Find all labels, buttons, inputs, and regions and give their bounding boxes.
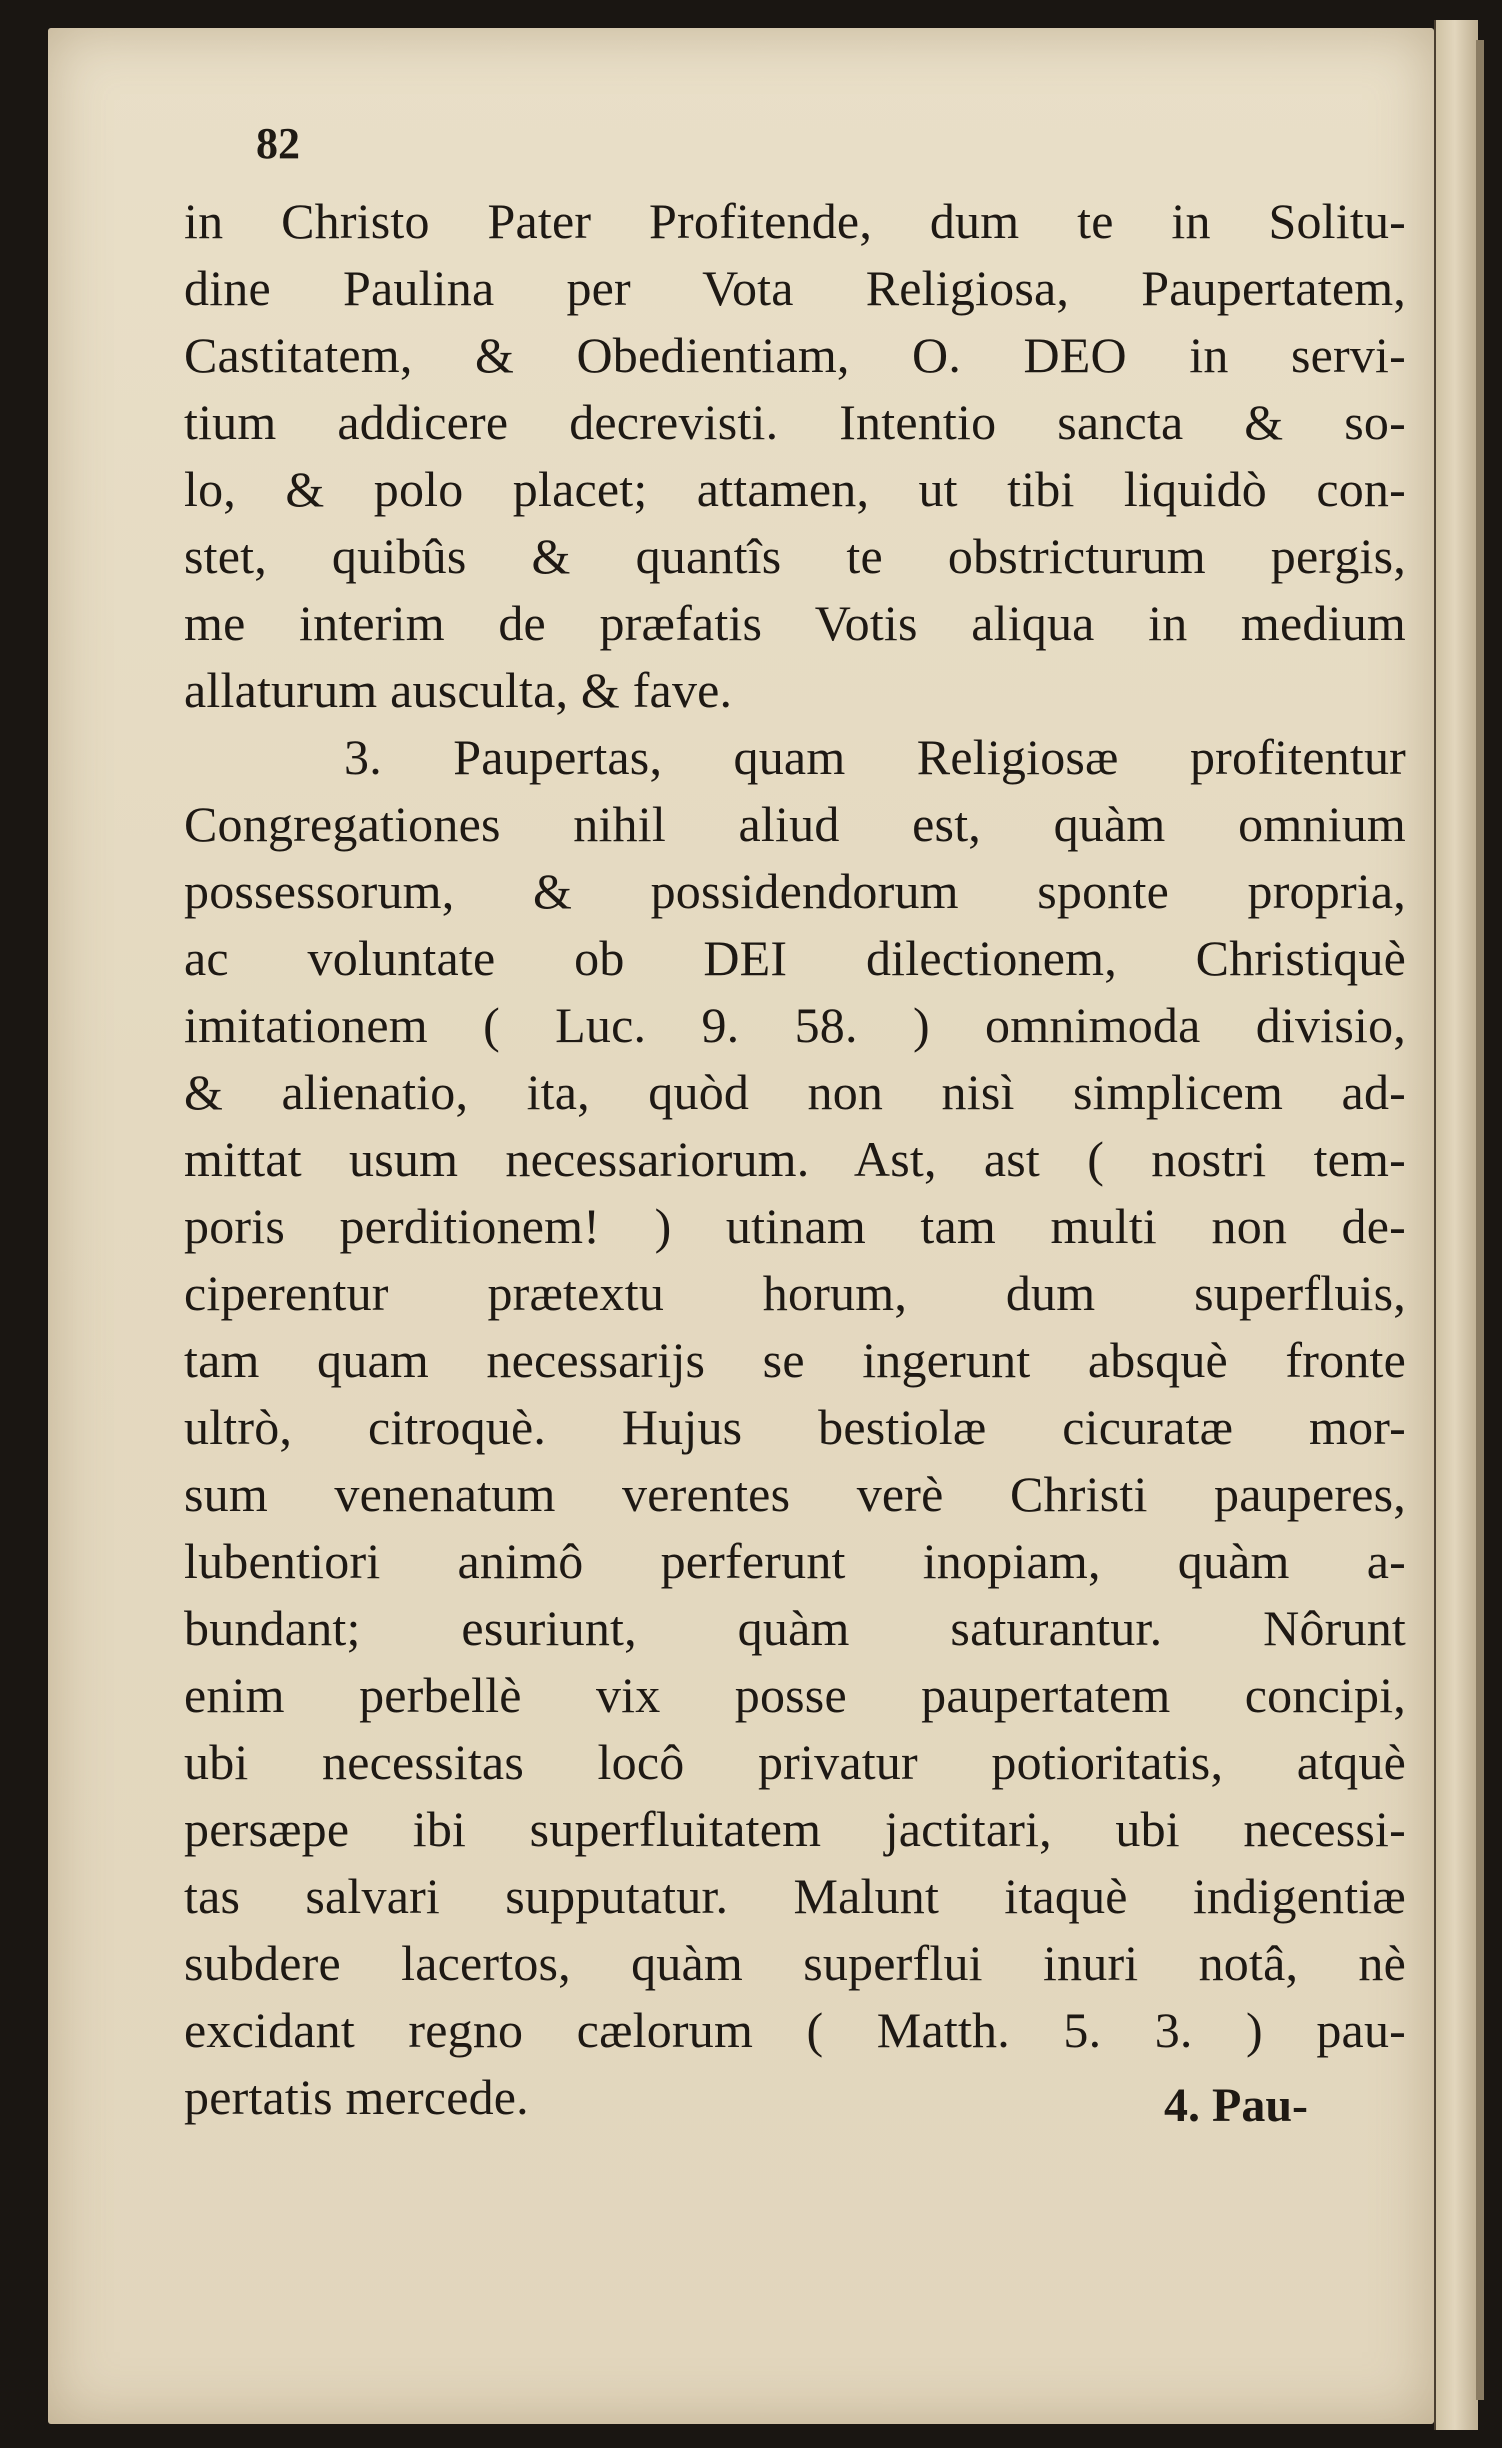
text-line: mittat usum necessariorum. Ast, ast ( nostri tem- <box>184 1131 1406 1187</box>
text-line: me interim de præfatis Votis aliqua in medium <box>184 595 1406 651</box>
text-line: Castitatem, & Obedientiam, O. DEO in servi- <box>184 327 1406 383</box>
text-line: Congregationes nihil aliud est, quàm omnium <box>184 796 1406 852</box>
text-line: tium addicere decrevisti. Intentio sancta & so- <box>184 394 1406 450</box>
page-number: 82 <box>256 119 300 168</box>
text-line: poris perditionem! ) utinam tam multi non de- <box>184 1198 1406 1254</box>
text-line: in Christo Pater Profitende, dum te in Solitu- <box>184 193 1406 249</box>
text-line: dine Paulina per Vota Religiosa, Paupertatem, <box>184 260 1406 316</box>
text-line: ac voluntate ob DEI dilectionem, Christiquè <box>184 930 1406 986</box>
text-line: tam quam necessarijs se ingerunt absquè fronte <box>184 1332 1406 1388</box>
text-line: tas salvari supputatur. Malunt itaquè indigentiæ <box>184 1868 1406 1924</box>
binding-fold <box>1434 20 1478 2430</box>
page-edge <box>1476 40 1484 2400</box>
text-line: imitationem ( Luc. 9. 58. ) omnimoda divisio, <box>184 997 1406 1053</box>
text-line: & alienatio, ita, quòd non nisì simplicem ad- <box>184 1064 1406 1120</box>
text-line: ubi necessitas locô privatur potioritatis, atquè <box>184 1734 1406 1790</box>
text-line: lubentiori animô perferunt inopiam, quàm a- <box>184 1533 1406 1589</box>
text-line: pertatis mercede. <box>184 2069 529 2125</box>
text-line: ciperentur prætextu horum, dum superfluis, <box>184 1265 1406 1321</box>
text-line: persæpe ibi superfluitatem jactitari, ubi necessi- <box>184 1801 1406 1857</box>
text-line: stet, quibûs & quantîs te obstricturum pergis, <box>184 528 1406 584</box>
text-line: possessorum, & possidendorum sponte propria, <box>184 863 1406 919</box>
text-line: 3. Paupertas, quam Religiosæ profitentur <box>344 729 1406 785</box>
text-line: sum venenatum verentes verè Christi pauperes, <box>184 1466 1406 1522</box>
text-line: bundant; esuriunt, quàm saturantur. Nôrunt <box>184 1600 1406 1656</box>
body-text <box>184 188 1406 2131</box>
catchword: 4. Pau- <box>1164 2079 1308 2132</box>
text-line: excidant regno cælorum ( Matth. 5. 3. ) pau- <box>184 2002 1406 2058</box>
text-line: subdere lacertos, quàm superflui inuri notâ, nè <box>184 1935 1406 1991</box>
text-line: allaturum ausculta, & fave. <box>184 662 733 718</box>
text-line: lo, & polo placet; attamen, ut tibi liquidò con- <box>184 461 1406 517</box>
text-line: ultrò, citroquè. Hujus bestiolæ cicuratæ mor- <box>184 1399 1406 1455</box>
text-line: enim perbellè vix posse paupertatem concipi, <box>184 1667 1406 1723</box>
